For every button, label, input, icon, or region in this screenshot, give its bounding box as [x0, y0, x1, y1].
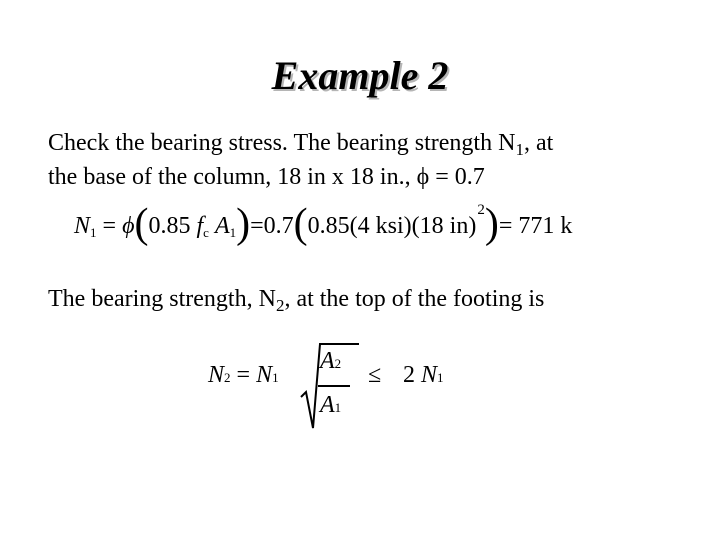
eq2-n1-sub: 1 — [272, 370, 279, 385]
para2-text: The bearing strength, N — [48, 286, 276, 312]
eq2-leq: ≤ — [368, 362, 382, 388]
eq2-rhs-var: N — [421, 362, 438, 388]
eq2-den-var: A — [320, 392, 335, 418]
eq1-equals-2: = — [250, 212, 264, 239]
para1-line1-post: , at — [523, 130, 554, 156]
para1-line1-sub: 1 — [515, 140, 524, 159]
eq2-equals: = — [236, 362, 251, 388]
eq1-a: A — [214, 212, 230, 239]
eq2-two: 2 — [403, 362, 415, 388]
paragraph-footing — [48, 282, 544, 316]
eq2-den-sub: 1 — [334, 400, 342, 415]
eq1-equals: = — [102, 212, 117, 239]
eq1-coef: 0.85 — [148, 212, 191, 239]
eq2-num-sub: 2 — [334, 356, 342, 371]
eq1-open-paren-2: ( — [293, 201, 308, 247]
eq1-result: 771 k — [518, 212, 573, 239]
eq1-coef-2: 0.85 — [307, 212, 350, 239]
eq2-numerator — [320, 348, 341, 375]
eq1-close-paren-3: ) — [403, 212, 412, 239]
fraction-bar — [318, 385, 350, 387]
eq1-lhs-sub: 1 — [90, 225, 97, 240]
eq1-open-paren-3: ( — [349, 212, 358, 239]
eq1-close-paren-4: ) — [468, 212, 477, 239]
eq2-denominator — [320, 392, 341, 419]
eq2-num-var: A — [320, 348, 335, 374]
eq1-close-paren: ) — [236, 201, 251, 247]
eq1-exponent: 2 — [477, 201, 485, 218]
eq1-open-paren-4: ( — [411, 212, 420, 239]
eq2-lhs: N — [208, 362, 225, 388]
para2-sub: 2 — [275, 296, 285, 315]
eq1-factor: 0.7 — [263, 212, 294, 239]
para1-line2-text: the base of the column, 18 in x 18 in., ϕ = 0.7 — [48, 164, 485, 190]
eq1-in: 18 in — [419, 212, 469, 239]
eq2-rhs-sub: 1 — [437, 370, 444, 385]
eq1-lhs-var: N — [74, 212, 91, 239]
eq1-open-paren: ( — [134, 201, 149, 247]
eq1-ksi: 4 ksi — [357, 212, 404, 239]
eq1-phi: ϕ — [122, 212, 135, 239]
para1-line1-text: Check the bearing stress. The bearing strength N — [48, 130, 516, 156]
eq2-n1: N — [256, 362, 273, 388]
equation-n2 — [208, 340, 468, 435]
equation-n1 — [74, 201, 573, 265]
eq2-rhs — [403, 362, 444, 389]
paragraph-bearing-stress — [48, 126, 553, 194]
eq1-close-paren-2: ) — [484, 201, 499, 247]
para2-post: , at the top of the footing is — [284, 286, 545, 312]
eq1-fc: f — [196, 212, 204, 239]
eq1-equals-3: = — [498, 212, 513, 239]
eq2-lhs-sub: 2 — [224, 370, 231, 385]
eq2-left — [208, 362, 279, 389]
eq1-fc-sub: c — [203, 225, 209, 240]
eq1-a-sub: 1 — [229, 225, 237, 240]
slide-title: Example 2 — [271, 53, 449, 98]
